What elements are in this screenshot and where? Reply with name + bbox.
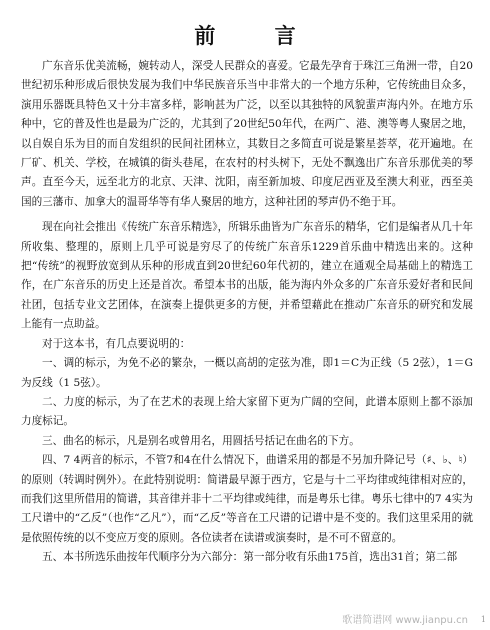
paragraph-notes-intro: 对于这本书，有几点要说明的：: [42, 337, 191, 350]
paragraph-note-pitches: 四、7 4两音的标示，不管7和4在什么情况下，曲谱采用的都是不另加升降记号（♯、♭、♮）的原则（转调时例外）。在此特别说明：简谱最早源于西方，它是与十二平均律或纯律相对应的，而我们这里所借用的简谱，其音律并非十二平均律或纯律，而是粤乐七律。粤乐七律中的7 4实为工尺谱中的“乙反”（也作“乙凡”），而“乙反”等音在工尺谱的记谱中是不变的。我们这里采用的就是依照传统的以不变应万变的原则。各位读者在读谱或演奏时，是不可不留意的。: [21, 454, 473, 544]
page-title: 前 言: [194, 23, 322, 48]
page-number: 1: [480, 615, 486, 624]
paragraph-note-structure: 五、本书所选乐曲按年代顺序分为六部分：第一部分收有乐曲175首，选出31首；第二部: [42, 551, 458, 564]
site-watermark: 歌谱简谱网 www.jianpu.cn: [342, 615, 468, 626]
paragraph-book-purpose: 现在向社会推出《传统广东音乐精选》，所辑乐曲皆为广东音乐的精华，它们是编者从几十年所收集、整理的，原则上几乎可说是穷尽了的传统广东音乐1229首乐曲中精选出来的。这种把“传统”的视野放宽到从乐种的形成直到20世纪60年代初的，建立在通观全局基础上的精选工作，在广东音乐的历史上还是首次。希望本书的出版，能为海内外众多的广东音乐爱好者和民间社团，包括专业文艺团体，在演奏上提供更多的方便，并希望藉此在推动广东音乐的研究和发展上能有一点助益。: [21, 221, 473, 331]
paragraph-note-titles: 三、曲名的标示，凡是别名或曾用名，用圆括号括记在曲名的下方。: [42, 434, 360, 447]
preface-body: [21, 57, 473, 568]
paragraph-intro: 广东音乐优美流畅，婉转动人，深受人民群众的喜爱。它最先孕育于珠江三角洲一带，自20世纪初乐种形成后很快发展为我们中华民族音乐当中非常大的一个地方乐种，它传统曲目众多，演用乐器既具特色又十分丰富多样，影响甚为广泛，以至以其独特的风貌蜚声海内外。在地方乐种中，它的普及性也是最为广泛的，尤其到了20世纪50年代，在两广、港、澳等粤人聚居之地，以自娱自乐为目的而自发组织的民间社团林立，其数目之多简直可说是繁星荟萃，花开遍地。在厂矿、机关、学校，在城镇的街头巷尾，在农村的村头树下，无处不飘逸出广东音乐那优美的琴声。直至今天，远至北方的北京、天津、沈阳，南至新加坡、印度尼西亚及至澳大利亚，西至美国的三藩市、加拿大的温哥华等有华人聚居的地方，这种社团的琴声仍不绝于耳。: [21, 60, 473, 208]
paragraph-note-key: 一、调的标示，为免不必的繁杂，一概以高胡的定弦为准，即1＝C为正线（5 2弦），1＝G为反线（1 5弦）。: [21, 357, 473, 389]
paragraph-note-dynamics: 二、力度的标示，为了在艺术的表现上给大家留下更为广阔的空间，此谱本原则上都不添加力度标记。: [21, 395, 473, 428]
